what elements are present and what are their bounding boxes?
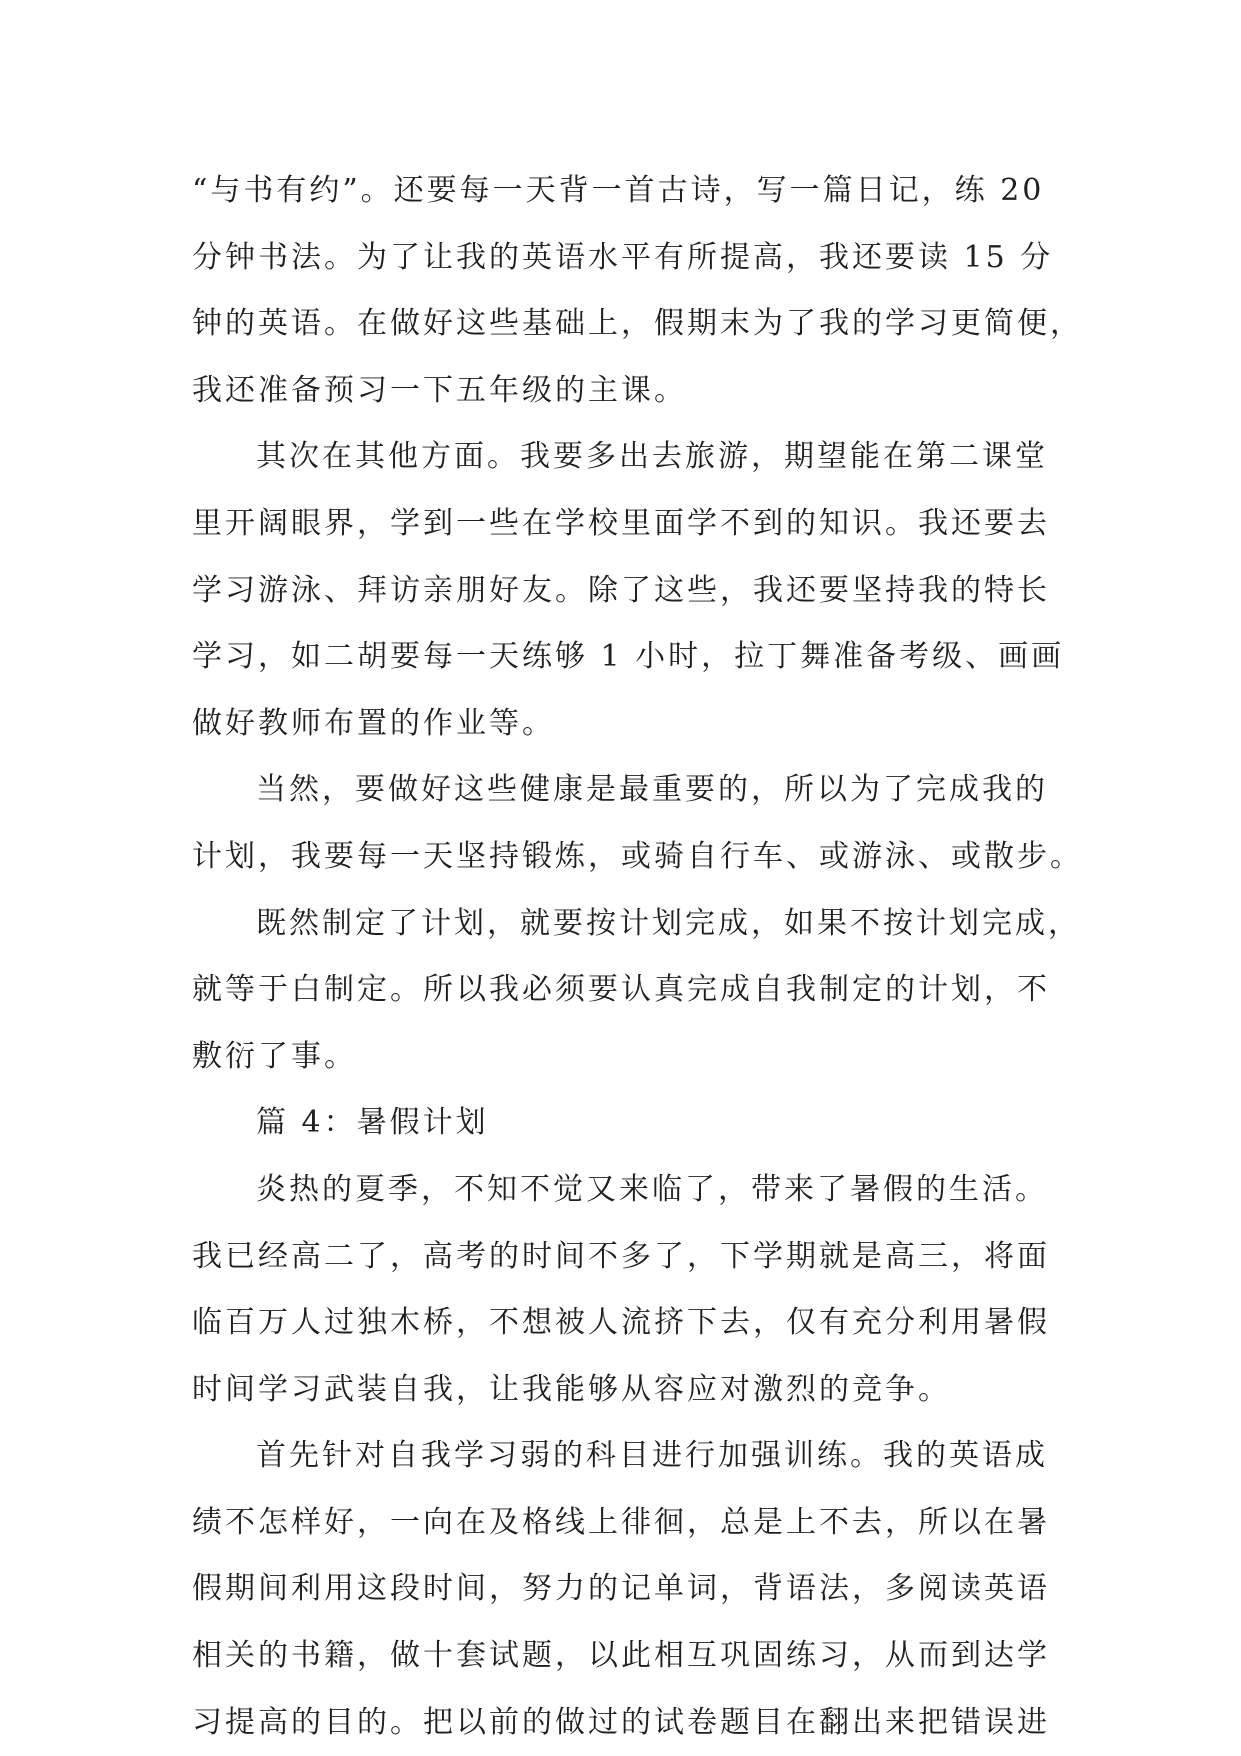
text-line: “与书有约”。还要每一天背一首古诗，写一篇日记，练 20	[192, 173, 1045, 208]
text-line: 我还准备预习一下五年级的主课。	[192, 372, 687, 408]
text-line: 分钟书法。为了让我的英语水平有所提高，我还要读 15 分	[192, 239, 1054, 275]
text-line: 临百万人过独木桥，不想被人流挤下去，仅有充分利用暑假	[192, 1305, 1050, 1341]
text-line: 篇 4：暑假计划	[256, 1105, 489, 1141]
text-line: 习提高的目的。把以前的做过的试卷题目在翻出来把错误进	[192, 1704, 1050, 1740]
text-line: 计划，我要每一天坚持锻炼，或骑自行车、或游泳、或散步。	[192, 838, 1083, 874]
text-line: 炎热的夏季，不知不觉又来临了，带来了暑假的生活。	[256, 1171, 1048, 1207]
text-line: 绩不怎样好，一向在及格线上徘徊，总是上不去，所以在暑	[192, 1504, 1050, 1540]
text-line: 相关的书籍，做十套试题，以此相互巩固练习，从而到达学	[192, 1638, 1050, 1674]
text-line: 时间学习武装自我，让我能够从容应对激烈的竞争。	[192, 1371, 951, 1407]
text-line: 我已经高二了，高考的时间不多了，下学期就是高三，将面	[192, 1238, 1050, 1274]
text-line: 钟的英语。在做好这些基础上，假期末为了我的学习更简便，	[192, 306, 1083, 342]
text-line: 学习游泳、拜访亲朋好友。除了这些，我还要坚持我的特长	[192, 572, 1050, 608]
text-line: 其次在其他方面。我要多出去旅游，期望能在第二课堂	[256, 439, 1048, 475]
text-line: 里开阔眼界，学到一些在学校里面学不到的知识。我还要去	[192, 505, 1050, 541]
text-line: 当然，要做好这些健康是最重要的，所以为了完成我的	[256, 772, 1048, 808]
document-body	[192, 158, 1083, 1756]
text-line: 首先针对自我学习弱的科目进行加强训练。我的英语成	[256, 1438, 1048, 1474]
text-line: 假期间利用这段时间，努力的记单词，背语法，多阅读英语	[192, 1571, 1050, 1607]
text-line: 就等于白制定。所以我必须要认真完成自我制定的计划，不	[192, 972, 1050, 1008]
text-line: 既然制定了计划，就要按计划完成，如果不按计划完成，	[256, 905, 1081, 941]
text-line: 学习，如二胡要每一天练够 1 小时，拉丁舞准备考级、画画	[192, 639, 1065, 675]
text-line: 做好教师布置的作业等。	[192, 705, 555, 741]
text-line: 敷衍了事。	[192, 1038, 357, 1074]
